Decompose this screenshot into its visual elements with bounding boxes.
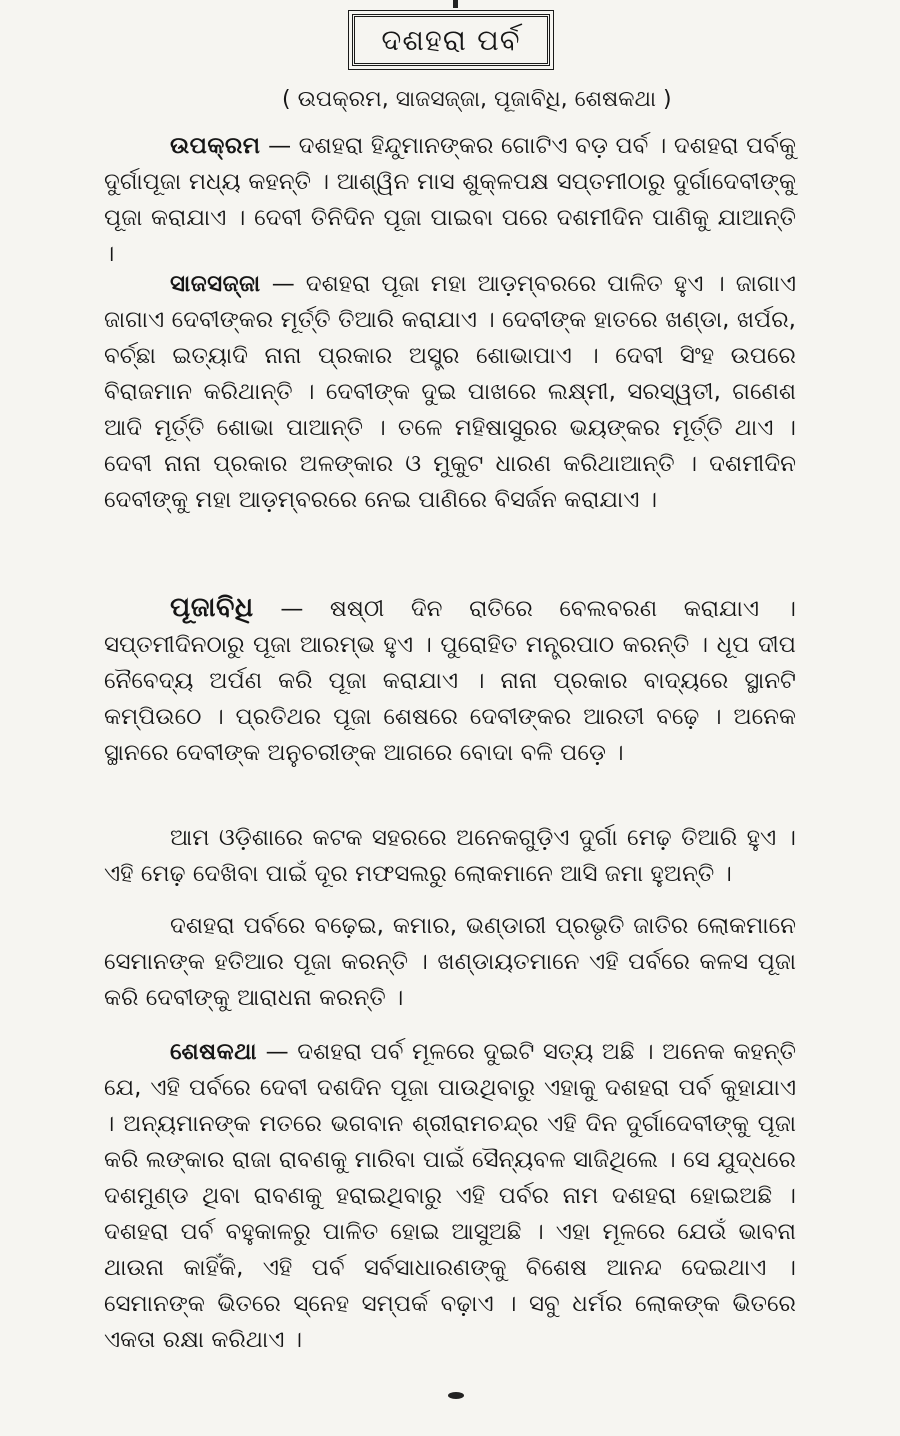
- page-subtitle: ( ଉପକ୍ରମ, ସାଜସଜ୍ଜା, ପୂଜାବିଧି, ଶେଷକଥା ): [282, 87, 672, 112]
- paragraph-seshakatha: [104, 1034, 796, 1358]
- heading-upakrama: ଉପକ୍ରମ: [170, 133, 261, 159]
- heading-pujabidhi: ପୂଜାବିଧି: [170, 592, 254, 623]
- paragraph-tools: ଦଶହରା ପର୍ବରେ ବଢ଼େଇ, କମାର, ଭଣ୍ଡାରୀ ପ୍ରଭୃତି ଜାତିର ଲୋକମାନେ ସେମାନଙ୍କ ହତିଆର ପୂଜା କରନ୍ତି । ଖଣ୍ଡାୟତମାନେ ଏହି ପର୍ବରେ କଳସ ପୂଜା କରି ଦେବୀଙ୍କୁ ଆରାଧନା କରନ୍ତି ।: [104, 913, 796, 1011]
- text-upakrama: — ଦଶହରା ହିନ୍ଦୁମାନଙ୍କର ଗୋଟିଏ ବଡ଼ ପର୍ବ । ଦଶହରା ପର୍ବକୁ ଦୁର୍ଗାପୂଜା ମଧ୍ୟ କହନ୍ତି । ଆଶ୍ୱିନ ମାସ ଶୁକ୍ଳପକ୍ଷ ସପ୍ତମୀଠାରୁ ଦୁର୍ଗାଦେବୀଙ୍କୁ ପୂଜା କରାଯାଏ । ଦେବୀ ତିନିଦିନ ପୂଜା ପାଇବା ପରେ ଦଶମୀଦିନ ପାଣିକୁ ଯାଆନ୍ତି ।: [104, 133, 796, 267]
- title-frame: [352, 14, 550, 66]
- heading-seshakatha: ଶେଷକଥା: [170, 1039, 258, 1065]
- page-mark-bottom: [448, 1392, 464, 1399]
- page-mark-top: [453, 0, 458, 8]
- paragraph-pujabidhi: [104, 590, 796, 771]
- text-seshakatha: — ଦଶହରା ପର୍ବ ମୂଳରେ ଦୁଇଟି ସତ୍ୟ ଅଛି । ଅନେକ କହନ୍ତି ଯେ, ଏହି ପର୍ବରେ ଦେବୀ ଦଶଦିନ ପୂଜା ପାଉଥିବାରୁ ଏହାକୁ ଦଶହରା ପର୍ବ କୁହାଯାଏ । ଅନ୍ୟମାନଙ୍କ ମତରେ ଭଗବାନ ଶ୍ରୀରାମଚନ୍ଦ୍ର ଏହି ଦିନ ଦୁର୍ଗାଦେବୀଙ୍କୁ ପୂଜା କରି ଲଙ୍କାର ରାଜା ରାବଣକୁ ମାରିବା ପାଇଁ ସୈନ୍ୟବଳ ସାଜିଥିଲେ । ସେ ଯୁଦ୍ଧରେ ଦଶମୁଣ୍ଡ ଥିବା ରାବଣକୁ ହରାଇଥିବାରୁ ଏହି ପର୍ବର ନାମ ଦଶହରା ହୋଇଅଛି । ଦଶହରା ପର୍ବ ବହୁକାଳରୁ ପାଳିତ ହୋଇ ଆସୁଅଛି । ଏହା ମୂଳରେ ଯେଉଁ ଭାବନା ଥାଉନା କାହିଁକି, ଏହି ପର୍ବ ସର୍ବସାଧାରଣଙ୍କୁ ବିଶେଷ ଆନନ୍ଦ ଦେଇଥାଏ । ସେମାନଙ୍କ ଭିତରେ ସ୍ନେହ ସମ୍ପର୍କ ବଢ଼ାଏ । ସବୁ ଧର୍ମର ଲୋକଙ୍କ ଭିତରେ ଏକତା ରକ୍ଷା କରିଥାଏ ।: [104, 1039, 796, 1353]
- heading-sajasajja: ସାଜସଜ୍ଜା: [170, 271, 261, 297]
- paragraph-sajasajja: [104, 266, 796, 518]
- paragraph-odisha: ଆମ ଓଡ଼ିଶାରେ କଟକ ସହରରେ ଅନେକଗୁଡ଼ିଏ ଦୁର୍ଗା ମେଢ଼ ତିଆରି ହୁଏ । ଏହି ମେଢ଼ ଦେଖିବା ପାଇଁ ଦୂର ମଫସଲରୁ ଲୋକମାନେ ଆସି ଜମା ହୁଅନ୍ତି ।: [104, 825, 796, 887]
- page-title: ଦଶହରା ପର୍ବ: [381, 22, 521, 57]
- text-sajasajja: — ଦଶହରା ପୂଜା ମହା ଆଡ଼ମ୍ବରରେ ପାଳିତ ହୁଏ । ଜାଗାଏ ଜାଗାଏ ଦେବୀଙ୍କର ମୂର୍ତ୍ତି ତିଆରି କରାଯାଏ । ଦେବୀଙ୍କ ହାତରେ ଖଣ୍ଡା, ଖର୍ପର, ବର୍ଚ୍ଛା ଇତ୍ୟାଦି ନାନା ପ୍ରକାର ଅସ୍ତ୍ର ଶୋଭାପାଏ । ଦେବୀ ସିଂହ ଉପରେ ବିରାଜମାନ କରିଥାନ୍ତି । ଦେବୀଙ୍କ ଦୁଇ ପାଖରେ ଲକ୍ଷ୍ମୀ, ସରସ୍ୱତୀ, ଗଣେଶ ଆଦି ମୂର୍ତ୍ତି ଶୋଭା ପାଆନ୍ତି । ତଳେ ମହିଷାସୁରର ଭୟଙ୍କର ମୂର୍ତ୍ତି ଥାଏ । ଦେବୀ ନାନା ପ୍ରକାର ଅଳଙ୍କାର ଓ ମୁକୁଟ ଧାରଣ କରିଥାଆନ୍ତି । ଦଶମୀଦିନ ଦେବୀଙ୍କୁ ମହା ଆଡ଼ମ୍ବରରେ ନେଇ ପାଣିରେ ବିସର୍ଜନ କରାଯାଏ ।: [104, 271, 796, 513]
- text-pujabidhi: — ଷଷ୍ଠୀ ଦିନ ରାତିରେ ବେଲବରଣ କରାଯାଏ । ସପ୍ତମୀଦିନଠାରୁ ପୂଜା ଆରମ୍ଭ ହୁଏ । ପୁରୋହିତ ମନ୍ତ୍ରପାଠ କରନ୍ତି । ଧୂପ ଦୀପ ନୈବେଦ୍ୟ ଅର୍ପଣ କରି ପୂଜା କରାଯାଏ । ନାନା ପ୍ରକାର ବାଦ୍ୟରେ ସ୍ଥାନଟି କମ୍ପିଉଠେ । ପ୍ରତିଥର ପୂଜା ଶେଷରେ ଦେବୀଙ୍କର ଆରତୀ ବଢ଼େ । ଅନେକ ସ୍ଥାନରେ ଦେବୀଙ୍କ ଅନୁଚରୀଙ୍କ ଆଗରେ ବୋଦା ବଳି ପଡ଼େ ।: [104, 596, 796, 766]
- paragraph-upakrama: [104, 128, 796, 272]
